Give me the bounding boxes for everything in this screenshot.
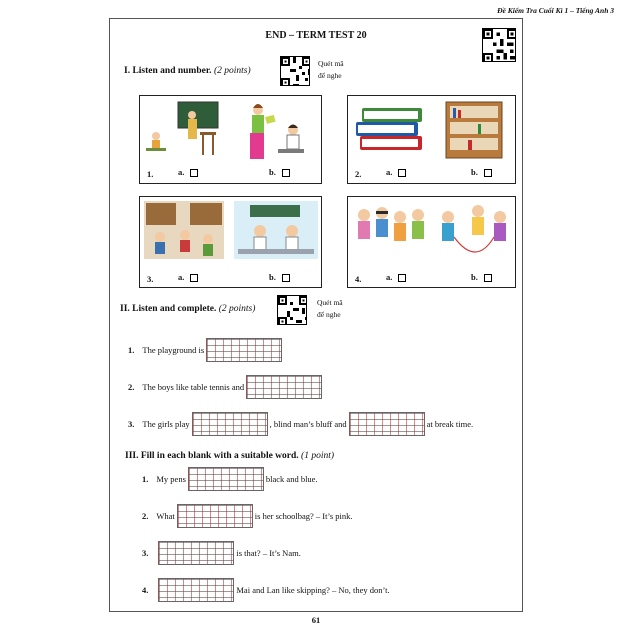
answer-box[interactable] <box>349 412 425 436</box>
item-text: Mai and Lan like skipping? – No, they don’t. <box>236 585 390 595</box>
books-and-bookcase-pictures <box>348 96 517 164</box>
checkbox-b[interactable] <box>282 169 290 177</box>
item-number: 1. <box>147 169 154 179</box>
item-number: 3. <box>147 274 154 284</box>
item-text: What <box>156 511 175 521</box>
section3-heading: III. Fill in each blank with a suitable word. (1 point) <box>125 451 335 461</box>
page-number: 61 <box>311 615 321 625</box>
item-text: black and blue. <box>265 474 318 484</box>
running-header: Đề Kiểm Tra Cuối Kì 1 – Tiếng Anh 3 <box>497 6 614 15</box>
answer-box[interactable] <box>188 467 264 491</box>
item-text: is that? – It’s Nam. <box>236 548 301 558</box>
children-playing-pictures <box>348 197 517 265</box>
fill-item-1 <box>142 467 318 491</box>
section2-heading: II. Listen and complete. (2 points) <box>120 304 256 314</box>
item-text: The boys like table tennis and <box>142 382 245 392</box>
qr-code-icon <box>280 56 310 86</box>
listen-item-4 <box>347 196 516 288</box>
option-b: b. <box>471 272 492 282</box>
listen-item-2 <box>347 95 516 184</box>
item-number: 2. <box>142 511 149 521</box>
checkbox-b[interactable] <box>484 274 492 282</box>
answer-box[interactable] <box>206 338 282 362</box>
item-number: 4. <box>142 585 149 595</box>
item-text: at break time. <box>426 419 474 429</box>
option-b: b. <box>471 167 492 177</box>
classroom-pictures <box>140 96 323 164</box>
answer-box[interactable] <box>177 504 253 528</box>
listen-item-1 <box>139 95 322 184</box>
fill-item-3 <box>142 541 301 565</box>
checkbox-a[interactable] <box>190 274 198 282</box>
complete-item-2 <box>128 375 324 399</box>
item-number: 1. <box>128 345 135 355</box>
item-text: My pens <box>156 474 186 484</box>
item-text: is her schoolbag? – It’s pink. <box>254 511 353 521</box>
option-b: b. <box>269 272 290 282</box>
answer-box[interactable] <box>158 541 234 565</box>
qr-code-icon <box>482 28 516 62</box>
item-number: 2. <box>128 382 135 392</box>
listen-item-3 <box>139 196 322 288</box>
item-text: The girls play <box>142 419 190 429</box>
item-number: 2. <box>355 169 362 179</box>
checkbox-b[interactable] <box>282 274 290 282</box>
item-number: 3. <box>142 548 149 558</box>
library-and-classroom-pictures <box>140 197 323 265</box>
item-text: , blind man’s bluff and <box>269 419 347 429</box>
checkbox-a[interactable] <box>398 274 406 282</box>
item-number: 3. <box>128 419 135 429</box>
qr-code-icon <box>277 295 307 325</box>
option-a: a. <box>386 272 406 282</box>
qr-caption: Quét mã để nghe <box>317 298 343 319</box>
item-number: 1. <box>142 474 149 484</box>
option-a: a. <box>178 272 198 282</box>
test-title: END – TERM TEST 20 <box>265 30 367 41</box>
section1-heading: I. Listen and number. (2 points) <box>124 66 251 76</box>
answer-box[interactable] <box>192 412 268 436</box>
item-text: The playground is <box>142 345 205 355</box>
checkbox-b[interactable] <box>484 169 492 177</box>
answer-box[interactable] <box>158 578 234 602</box>
qr-caption: Quét mã để nghe <box>318 59 344 80</box>
answer-box[interactable] <box>246 375 322 399</box>
complete-item-1 <box>128 338 284 362</box>
fill-item-2 <box>142 504 353 528</box>
option-a: a. <box>178 167 198 177</box>
fill-item-4 <box>142 578 390 602</box>
complete-item-3 <box>128 412 473 436</box>
checkbox-a[interactable] <box>398 169 406 177</box>
option-a: a. <box>386 167 406 177</box>
item-number: 4. <box>355 274 362 284</box>
checkbox-a[interactable] <box>190 169 198 177</box>
option-b: b. <box>269 167 290 177</box>
